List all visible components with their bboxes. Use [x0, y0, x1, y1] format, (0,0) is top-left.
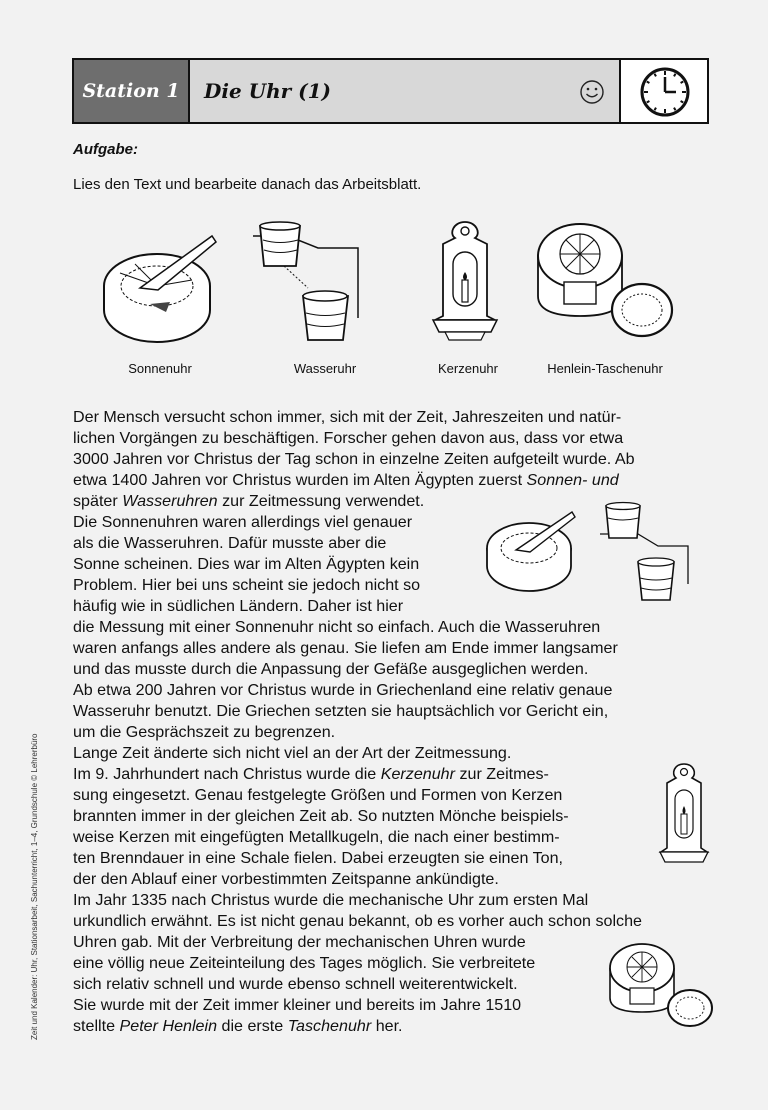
sundial-illustration	[100, 228, 225, 343]
text-line: Lange Zeit änderte sich nicht viel an der Art der Zeitmessung.	[73, 744, 512, 762]
text-line: Der Mensch versucht schon immer, sich mit der Zeit, Jahreszeiten und natür-	[73, 408, 622, 426]
station-header	[72, 58, 709, 124]
text-line: brannten immer in der gleichen Zeit ab. So nutzten Mönche beispiels-	[73, 807, 569, 825]
caption-water-clock: Wasseruhr	[293, 361, 357, 376]
header-divider	[188, 60, 190, 122]
page-title: Die Uhr (1)	[204, 79, 331, 103]
text-line: eine völlig neue Zeiteinteilung des Tages möglich. Sie verbreitete	[73, 954, 536, 972]
text-line: um die Gesprächszeit zu begrenzen.	[73, 723, 336, 741]
text-line: etwa 1400 Jahren vor Christus wurden im Alten Ägypten zuerst Sonnen- und	[73, 471, 619, 489]
text-line: die Messung mit einer Sonnenuhr nicht so einfach. Auch die Wasseruhren	[73, 618, 601, 636]
caption-pocket-watch: Henlein-Taschenuhr	[547, 361, 663, 376]
text-line: ten Brenndauer in eine Schale fielen. Dabei erzeugten sie einen Ton,	[73, 849, 564, 867]
text-line: der den Ablauf einer vorbestimmten Zeitspanne ankündigte.	[73, 870, 499, 888]
pocket-watch-illustration-small	[606, 940, 714, 1028]
text-line: weise Kerzen mit eingefügten Metallkugeln, die nach einer bestimm-	[73, 828, 560, 846]
clock-icon	[639, 66, 691, 118]
text-line: und das musste durch die Anpassung der Gefäße ausgeglichen werden.	[73, 660, 589, 678]
text-line: Wasseruhr benutzt. Die Griechen setzten sie hauptsächlich vor Gericht ein,	[73, 702, 609, 720]
text-line: Sie wurde mit der Zeit immer kleiner und bereits im Jahre 1510	[73, 996, 522, 1014]
task-instruction: Lies den Text und bearbeite danach das Arbeitsblatt.	[73, 176, 422, 193]
candle-clock-illustration	[425, 220, 505, 345]
text-line: Die Sonnenuhren waren allerdings viel genauer	[73, 513, 413, 531]
station-label: Station 1	[74, 60, 188, 122]
text-line: lichen Vorgängen zu beschäftigen. Forscher gehen davon aus, dass vor etwa	[73, 429, 624, 447]
water-clock-illustration	[248, 218, 363, 353]
text-line: 3000 Jahren vor Christus der Tag schon in einzelne Zeiten aufgeteilt wurde. Ab	[73, 450, 635, 468]
caption-candle-clock: Kerzenuhr	[438, 361, 498, 376]
text-line: Im 9. Jahrhundert nach Christus wurde die Kerzenuhr zur Zeitmes-	[73, 765, 549, 783]
text-line: Ab etwa 200 Jahren vor Christus wurde in Griechenland eine relativ genaue	[73, 681, 613, 699]
text-line: Sonne scheinen. Dies war im Alten Ägypten kein	[73, 555, 420, 573]
pocket-watch-illustration	[530, 218, 675, 343]
water-clock-illustration-small	[598, 500, 690, 608]
text-line: sich relativ schnell und wurde ebenso schnell weiterentwickelt.	[73, 975, 518, 993]
caption-sundial: Sonnenuhr	[128, 361, 192, 376]
candle-clock-illustration-small	[655, 762, 713, 872]
text-line: als die Wasseruhren. Dafür musste aber die	[73, 534, 387, 552]
text-line: Uhren gab. Mit der Verbreitung der mechanischen Uhren wurde	[73, 933, 526, 951]
text-line: Problem. Hier bei uns scheint sie jedoch nicht so	[73, 576, 421, 594]
text-line: waren anfangs alles andere als genau. Sie liefen am Ende immer langsamer	[73, 639, 618, 657]
text-line: häufig wie in südlichen Ländern. Daher ist hier	[73, 597, 404, 615]
smiley-icon	[579, 79, 605, 105]
task-label: Aufgabe:	[73, 141, 138, 158]
text-line: sung eingesetzt. Genau festgelegte Größen und Formen von Kerzen	[73, 786, 563, 804]
sundial-illustration-small	[484, 508, 589, 593]
text-line: Im Jahr 1335 nach Christus wurde die mechanische Uhr zum ersten Mal	[73, 891, 589, 909]
text-line: urkundlich erwähnt. Es ist nicht genau bekannt, ob es vorher auch schon solche	[73, 912, 642, 930]
text-line: später Wasseruhren zur Zeitmessung verwendet.	[73, 492, 425, 510]
text-line: stellte Peter Henlein die erste Taschenuhr her.	[73, 1017, 403, 1035]
side-copyright: Zeit und Kalender: Uhr, Stationsarbeit, Sachunterricht, 1–4, Grundschule © Lehrerbüro	[30, 733, 39, 1040]
